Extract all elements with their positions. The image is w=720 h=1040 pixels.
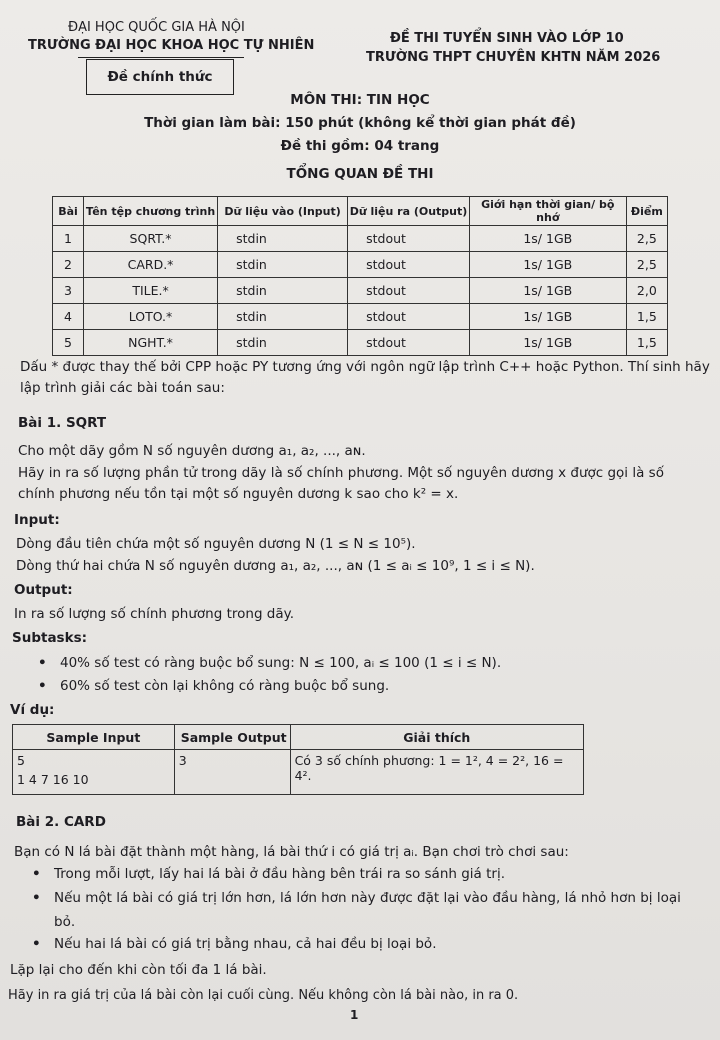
exam-school: TRƯỜNG THPT CHUYÊN KHTN NĂM 2026	[366, 50, 661, 65]
example-label: Ví dụ:	[10, 702, 55, 718]
table-cell: TILE.*	[83, 278, 217, 304]
overview-table	[52, 196, 668, 356]
table-cell: stdin	[218, 226, 348, 252]
table-cell: 4	[53, 304, 84, 330]
school-name: TRƯỜNG ĐẠI HỌC KHOA HỌC TỰ NHIÊN	[28, 38, 315, 53]
table-cell: 1s/ 1GB	[469, 252, 626, 278]
output-line: In ra số lượng số chính phương trong dãy.	[14, 606, 295, 622]
bai2-rule-1: • Trong mỗi lượt, lấy hai lá bài ở đầu hàng bên trái ra so sánh giá trị.	[54, 866, 505, 882]
table-cell: 1,5	[626, 330, 667, 356]
table-row	[53, 226, 668, 252]
table-cell: 2,5	[626, 252, 667, 278]
bai2-statement: Bạn có N lá bài đặt thành một hàng, lá bài thứ i có giá trị aᵢ. Bạn chơi trò chơi sau:	[14, 844, 569, 860]
time-limit: Thời gian làm bài: 150 phút (không kể thời gian phát đề)	[144, 115, 576, 131]
bai2-title: Bài 2. CARD	[16, 814, 106, 830]
table-cell: 1s/ 1GB	[469, 304, 626, 330]
note-line-1: Dấu * được thay thế bởi CPP hoặc PY tương ứng với ngôn ngữ lập trình C++ hoặc Python. Thí sinh hãy	[20, 359, 710, 375]
table-cell: stdout	[348, 304, 470, 330]
sample-output-cell: 3	[174, 750, 290, 795]
overview-header: Dữ liệu vào (Input)	[218, 197, 348, 226]
overview-header: Dữ liệu ra (Output)	[348, 197, 470, 226]
example-header-row	[13, 725, 584, 750]
table-row	[53, 330, 668, 356]
bai1-statement: Cho một dãy gồm N số nguyên dương a₁, a₂, ..., aɴ.	[18, 443, 366, 459]
bai2-repeat: Lặp lại cho đến khi còn tối đa 1 lá bài.	[10, 962, 267, 978]
table-row	[53, 304, 668, 330]
explanation-cell: Có 3 số chính phương: 1 = 1², 4 = 2², 16 = 4².	[290, 750, 583, 795]
output-label: Output:	[14, 582, 73, 598]
subtask-1: • 40% số test có ràng buộc bổ sung: N ≤ 100, aᵢ ≤ 100 (1 ≤ i ≤ N).	[60, 655, 501, 671]
table-cell: 1s/ 1GB	[469, 278, 626, 304]
overview-header: Điểm	[626, 197, 667, 226]
bai1-title: Bài 1. SQRT	[18, 415, 107, 431]
bai2-rule-2: • Nếu một lá bài có giá trị lớn hơn, lá lớn hơn này được đặt lại vào đầu hàng, lá nhỏ hơn bị loại	[54, 890, 681, 906]
example-header: Sample Input	[13, 725, 175, 750]
table-cell: 1	[53, 226, 84, 252]
example-header: Giải thích	[290, 725, 583, 750]
table-cell: stdout	[348, 252, 470, 278]
overview-title: TỔNG QUAN ĐỀ THI	[286, 166, 434, 182]
table-cell: stdout	[348, 278, 470, 304]
table-cell: 1s/ 1GB	[469, 330, 626, 356]
subject-title: MÔN THI: TIN HỌC	[290, 92, 430, 108]
table-cell: stdin	[218, 252, 348, 278]
overview-header: Giới hạn thời gian/ bộ nhớ	[469, 197, 626, 226]
table-cell: CARD.*	[83, 252, 217, 278]
subtask-2: • 60% số test còn lại không có ràng buộc bổ sung.	[60, 678, 389, 694]
table-cell: LOTO.*	[83, 304, 217, 330]
table-cell: 1s/ 1GB	[469, 226, 626, 252]
table-row	[53, 252, 668, 278]
table-cell: stdin	[218, 278, 348, 304]
table-cell: stdout	[348, 226, 470, 252]
table-cell: NGHT.*	[83, 330, 217, 356]
page-count: Đề thi gồm: 04 trang	[280, 138, 440, 154]
note-line-2: lập trình giải các bài toán sau:	[20, 380, 225, 396]
input-line-2: Dòng thứ hai chứa N số nguyên dương a₁, a₂, ..., aɴ (1 ≤ aᵢ ≤ 10⁹, 1 ≤ i ≤ N).	[16, 558, 535, 574]
example-table	[12, 724, 584, 795]
official-label: Đề chính thức	[86, 59, 234, 95]
bai2-output: Hãy in ra giá trị của lá bài còn lại cuối cùng. Nếu không còn lá bài nào, in ra 0.	[8, 988, 519, 1003]
table-row	[53, 278, 668, 304]
table-cell: stdin	[218, 330, 348, 356]
sample-input-cell	[13, 750, 175, 795]
input-line-1: Dòng đầu tiên chứa một số nguyên dương N (1 ≤ N ≤ 10⁵).	[16, 536, 416, 552]
table-cell: 2	[53, 252, 84, 278]
table-cell: 5	[53, 330, 84, 356]
overview-header: Bài	[53, 197, 84, 226]
overview-header: Tên tệp chương trình	[83, 197, 217, 226]
subtasks-label: Subtasks:	[12, 630, 88, 646]
input-label: Input:	[14, 512, 60, 528]
table-cell: stdin	[218, 304, 348, 330]
table-cell: 2,0	[626, 278, 667, 304]
bai1-desc-2: chính phương nếu tồn tại một số nguyên dương k sao cho k² = x.	[18, 486, 459, 502]
bai2-rule-2-cont: bỏ.	[54, 914, 76, 930]
table-cell: 3	[53, 278, 84, 304]
example-row	[13, 750, 584, 795]
exam-title: ĐỀ THI TUYỂN SINH VÀO LỚP 10	[390, 31, 624, 46]
table-cell: 2,5	[626, 226, 667, 252]
table-cell: 1,5	[626, 304, 667, 330]
sample-input-line: 5	[17, 753, 25, 768]
header-underline	[78, 57, 244, 58]
page-number: 1	[350, 1008, 359, 1022]
sample-input-line: 1 4 7 16 10	[17, 772, 89, 787]
university-name: ĐẠI HỌC QUỐC GIA HÀ NỘI	[68, 20, 245, 35]
example-header: Sample Output	[174, 725, 290, 750]
bai2-rule-3: • Nếu hai lá bài có giá trị bằng nhau, cả hai đều bị loại bỏ.	[54, 936, 436, 952]
table-cell: stdout	[348, 330, 470, 356]
overview-header-row	[53, 197, 668, 226]
table-cell: SQRT.*	[83, 226, 217, 252]
bai1-desc-1: Hãy in ra số lượng phần tử trong dãy là số chính phương. Một số nguyên dương x được gọi là số	[18, 465, 664, 481]
